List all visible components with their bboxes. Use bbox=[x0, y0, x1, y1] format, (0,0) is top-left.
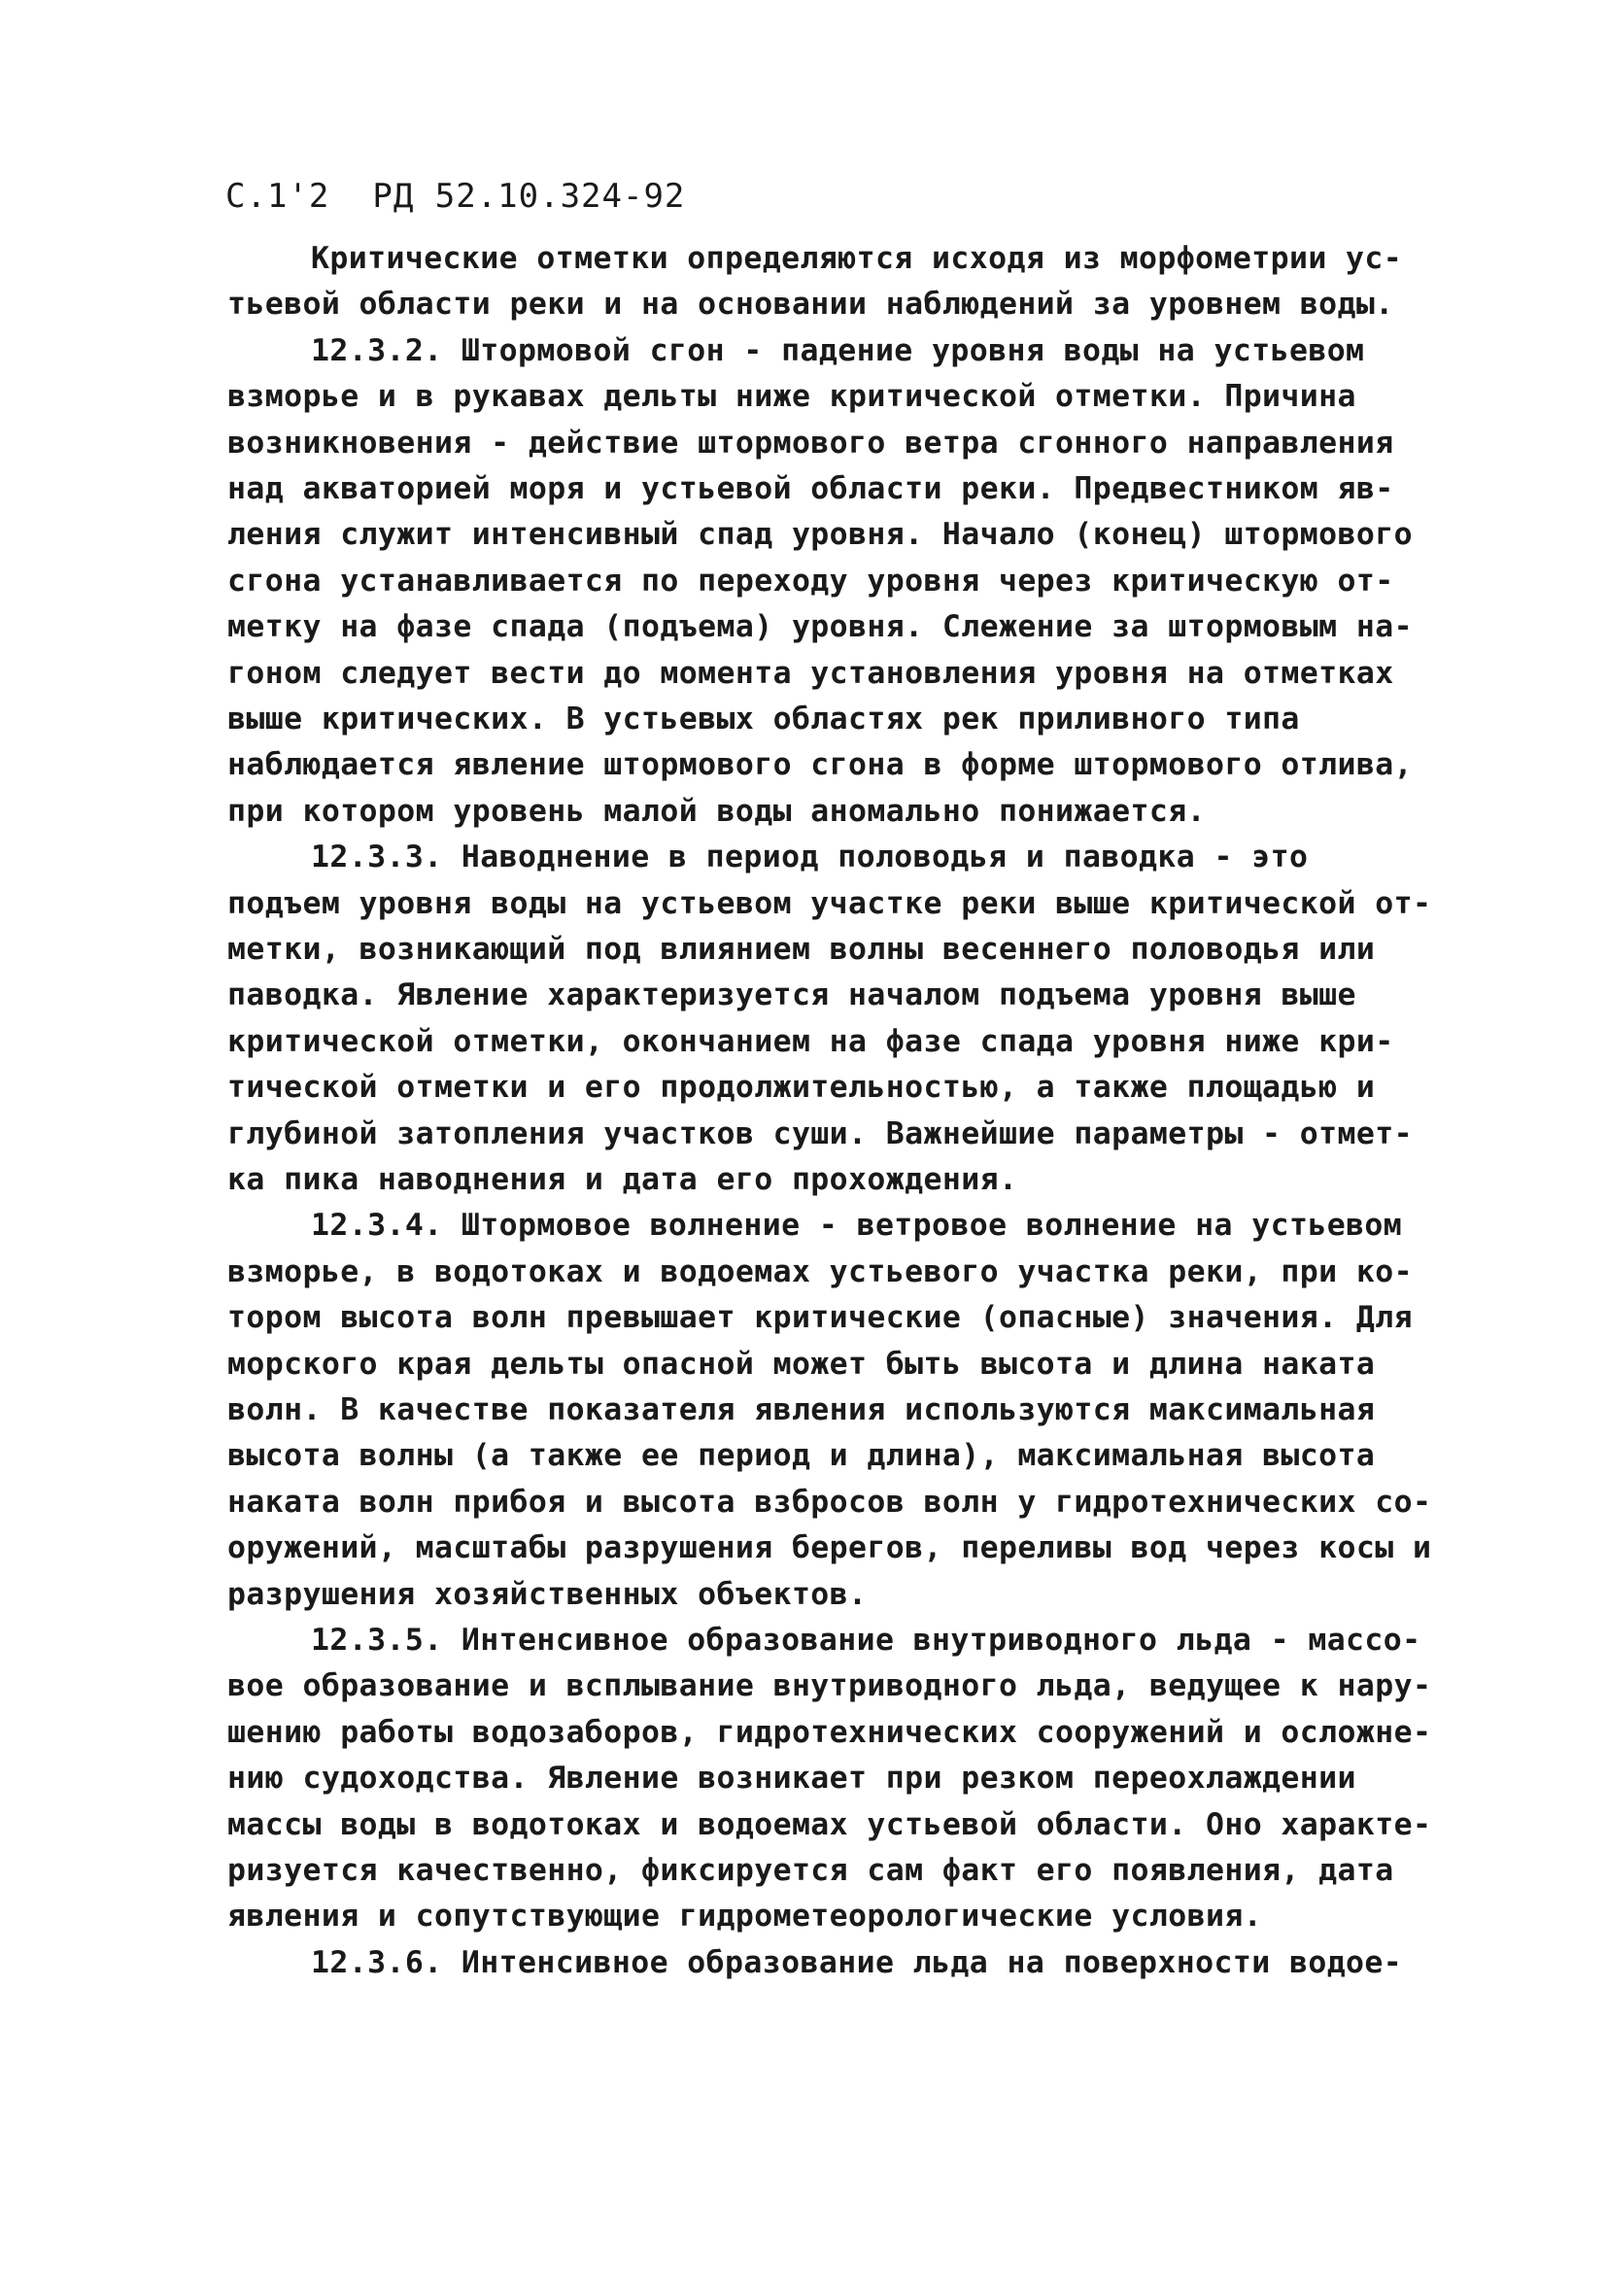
text-line: шению работы водозаборов, гидротехнических сооружений и осложне- bbox=[227, 1714, 1432, 1750]
document-code: РД 52.10.324-92 bbox=[372, 177, 686, 216]
text-line: подъем уровня воды на устьевом участке реки выше критической от- bbox=[227, 885, 1432, 921]
text-line: взморье, в водотоках и водоемах устьевого участка реки, при ко- bbox=[227, 1253, 1413, 1289]
text-line: высота волны (а также ее период и длина), максимальная высота bbox=[227, 1438, 1376, 1474]
text-line: метку на фазе спада (подъема) уровня. Слежение за штормовым на- bbox=[227, 609, 1413, 645]
text-line: при котором уровень малой воды аномально понижается. bbox=[227, 793, 1206, 829]
text-line: сгона устанавливается по переходу уровня через критическую от- bbox=[227, 563, 1394, 599]
text-line: паводка. Явление характеризуется началом подъема уровня выше bbox=[227, 977, 1356, 1013]
text-line: ризуется качественно, фиксируется сам факт его появления, дата bbox=[227, 1853, 1394, 1888]
text-line: над акваторией моря и устьевой области реки. Предвестником яв- bbox=[227, 471, 1394, 506]
text-line: метки, возникающий под влиянием волны весеннего половодья или bbox=[227, 932, 1376, 967]
text-line: гоном следует вести до момента установления уровня на отметках bbox=[227, 655, 1394, 691]
text-line: вое образование и всплывание внутриводного льда, ведущее к нару- bbox=[227, 1668, 1432, 1704]
text-line: тором высота волн превышает критические (опасные) значения. Для bbox=[227, 1300, 1413, 1336]
text-line: морского края дельты опасной может быть высота и длина наката bbox=[227, 1346, 1376, 1382]
text-line: тической отметки и его продолжительностью, а также площадью и bbox=[227, 1070, 1376, 1106]
text-line: 12.3.4. Штормовое волнение - ветровое волнение на устьевом bbox=[311, 1208, 1403, 1244]
text-line: наблюдается явление штормового сгона в форме штормового отлива, bbox=[227, 747, 1413, 783]
text-line: оружений, масштабы разрушения берегов, переливы вод через косы и bbox=[227, 1530, 1432, 1566]
text-line: выше критических. В устьевых областях рек приливного типа bbox=[227, 702, 1300, 737]
text-line: 12.3.2. Штормовой сгон - падение уровня воды на устьевом bbox=[311, 332, 1365, 368]
text-line: ления служит интенсивный спад уровня. Начало (конец) штормового bbox=[227, 517, 1413, 553]
text-line: ка пика наводнения и дата его прохождения. bbox=[227, 1162, 1018, 1197]
text-line: взморье и в рукавах дельты ниже критической отметки. Причина bbox=[227, 379, 1356, 415]
text-line: критической отметки, окончанием на фазе спада уровня ниже кри- bbox=[227, 1023, 1394, 1059]
text-line: возникновения - действие штормового ветра сгонного направления bbox=[227, 425, 1394, 461]
text-line: 12.3.6. Интенсивное образование льда на поверхности водое- bbox=[311, 1944, 1403, 1980]
text-line: нию судоходства. Явление возникает при резком переохлаждении bbox=[227, 1761, 1356, 1797]
page-header bbox=[225, 177, 685, 216]
page-number: С.1'2 bbox=[225, 177, 330, 216]
text-line: глубиной затопления участков суши. Важнейшие параметры - отмет- bbox=[227, 1115, 1413, 1151]
text-line: массы воды в водотоках и водоемах устьевой области. Оно характе- bbox=[227, 1806, 1432, 1842]
text-line: разрушения хозяйственных объектов. bbox=[227, 1576, 868, 1612]
text-line: явления и сопутствующие гидрометеорологические условия. bbox=[227, 1899, 1263, 1935]
text-line: наката волн прибоя и высота взбросов волн у гидротехнических со- bbox=[227, 1484, 1432, 1520]
text-line: 12.3.5. Интенсивное образование внутриводного льда - массо- bbox=[311, 1623, 1421, 1658]
text-line: 12.3.3. Наводнение в период половодья и паводка - это bbox=[311, 840, 1309, 875]
text-line: тьевой области реки и на основании наблюдений за уровнем воды. bbox=[227, 287, 1394, 323]
text-line: волн. В качестве показателя явления используются максимальная bbox=[227, 1392, 1376, 1427]
text-line: Критические отметки определяются исходя из морфометрии ус- bbox=[311, 241, 1403, 276]
